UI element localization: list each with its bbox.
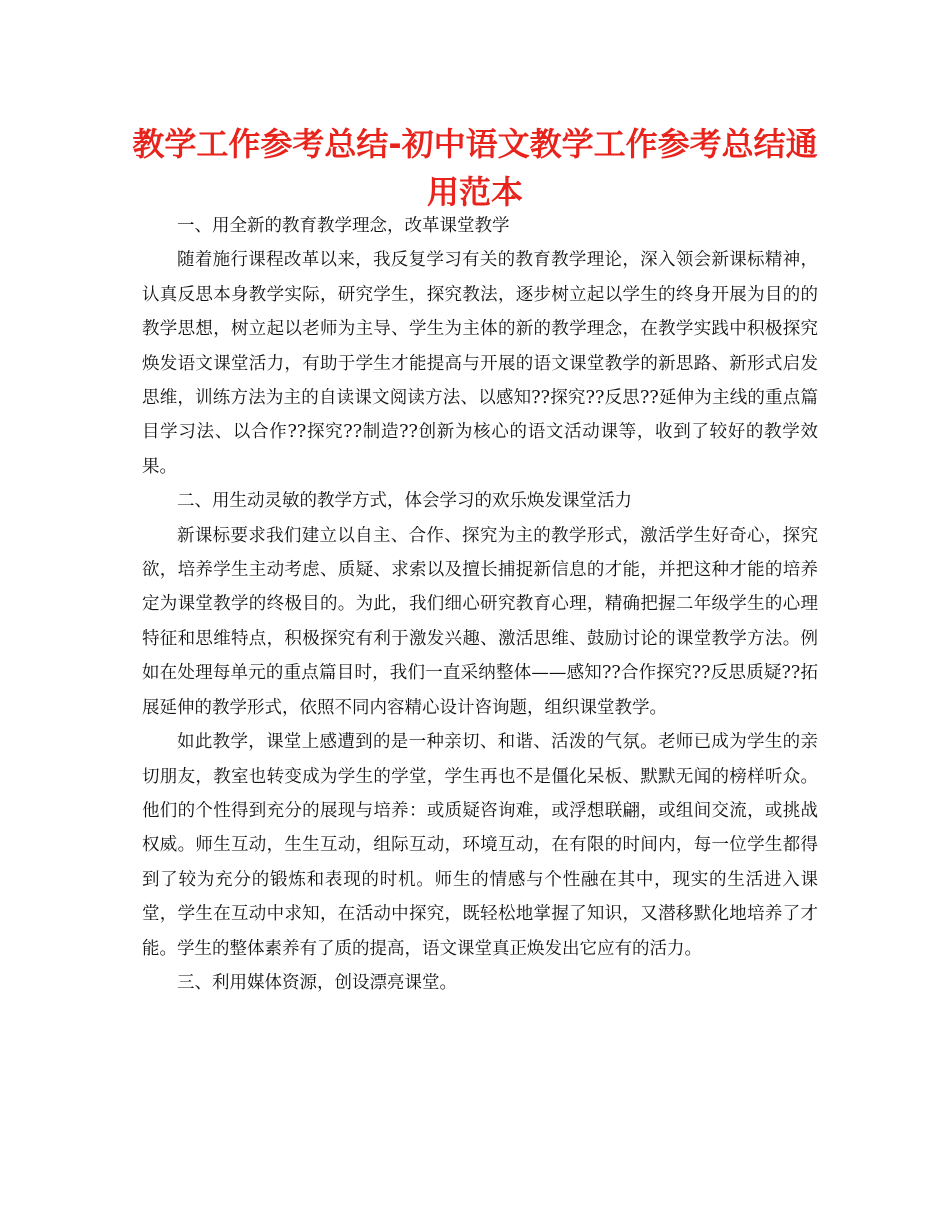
section-heading-2: 二、用生动灵敏的教学方式，体会学习的欢乐焕发课堂活力	[177, 491, 632, 512]
document-title: 教学工作参考总结-初中语文教学工作参考总结通用范本	[132, 125, 818, 211]
document-body	[142, 209, 818, 1000]
paragraph-1: 随着施行课程改革以来，我反复学习有关的教育教学理论，深入领会新课标精神，认真反思本身教学实际，研究学生，探究教法，逐步树立起以学生的终身开展为目的的教学思想，树立起以老师为主导、学生为主体的新的教学理念，在教学实践中积极探究焕发语文课堂活力，有助于学生才能提高与开展的语文课堂教学的新思路、新形式启发思维，训练方法为主的自读课文阅读方法、以感知??探究??反思??延伸为主线的重点篇目学习法、以合作??探究??制造??创新为核心的语文活动课等，收到了较好的教学效果。	[142, 250, 818, 477]
paragraph-2: 新课标要求我们建立以自主、合作、探究为主的教学形式，激活学生好奇心，探究欲，培养学生主动考虑、质疑、求索以及擅长捕捉新信息的才能，并把这种才能的培养定为课堂教学的终极目的。为此，我们细心研究教育心理，精确把握二年级学生的心理特征和思维特点，积极探究有利于激发兴趣、激活思维、鼓励讨论的课堂教学方法。例如在处理每单元的重点篇目时，我们一直采纳整体——感知??合作探究??反思质疑??拓展延伸的教学形式，依照不同内容精心设计咨询题，组织课堂教学。	[142, 525, 818, 718]
section-heading-1: 一、用全新的教育教学理念，改革课堂教学	[177, 216, 510, 236]
paragraph-3: 如此教学，课堂上感遭到的是一种亲切、和谐、活泼的气氛。老师已成为学生的亲切朋友，教室也转变成为学生的学堂，学生再也不是僵化呆板、默默无闻的榜样听众。他们的个性得到充分的展现与培养：或质疑咨询难，或浮想联翩，或组间交流，或挑战权威。师生互动，生生互动，组际互动，环境互动，在有限的时间内，每一位学生都得到了较为充分的锻炼和表现的时机。师生的情感与个性融在其中，现实的生活进入课堂，学生在互动中求知，在活动中探究，既轻松地掌握了知识，又潜移默化地培养了才能。学生的整体素养有了质的提高，语文课堂真正焕发出它应有的活力。	[142, 732, 818, 959]
section-heading-3: 三、利用媒体资源，创设漂亮课堂。	[177, 972, 457, 993]
